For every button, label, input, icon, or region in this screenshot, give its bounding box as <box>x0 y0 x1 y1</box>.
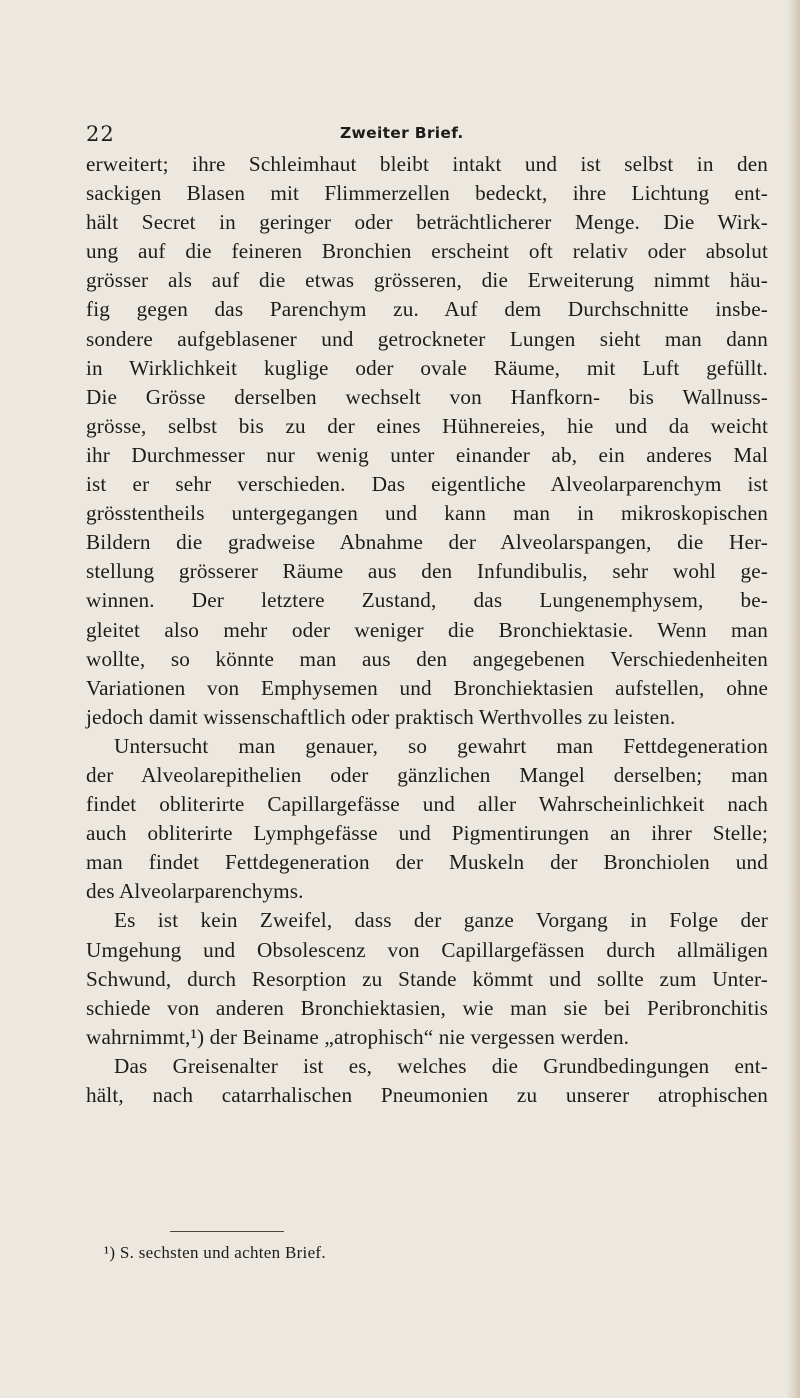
text-line: grösse, selbst bis zu der eines Hühnereies, hie und da weicht <box>86 413 768 438</box>
text-line: grösstentheils untergegangen und kann man in mikroskopischen <box>86 501 768 526</box>
page-edge-shadow <box>786 0 800 1398</box>
text-line: sackigen Blasen mit Flimmerzellen bedeckt, ihre Lichtung ent- <box>86 181 768 206</box>
text-line: schiede von anderen Bronchiektasien, wie man sie bei Peribronchitis <box>86 995 768 1020</box>
text-line: Schwund, durch Resorption zu Stande kömmt und sollte zum Unter- <box>86 966 768 991</box>
text-line: wollte, so könnte man aus den angegebenen Verschiedenheiten <box>86 646 768 671</box>
body-text <box>86 150 768 1110</box>
text-line: Das Greisenalter ist es, welches die Grundbedingungen ent- <box>114 1053 768 1078</box>
text-line: ihr Durchmesser nur wenig unter einander ab, ein anderes Mal <box>86 442 768 467</box>
text-line: Bildern die gradweise Abnahme der Alveolarspangen, die Her- <box>86 530 768 555</box>
footnote-divider <box>170 1231 284 1232</box>
text-line: gleitet also mehr oder weniger die Bronchiektasie. Wenn man <box>86 617 768 642</box>
text-line: jedoch damit wissenschaftlich oder praktisch Werthvolles zu leisten. <box>86 704 676 729</box>
text-line: Die Grösse derselben wechselt von Hanfkorn- bis Wallnuss- <box>86 384 768 409</box>
text-line: ist er sehr verschieden. Das eigentliche Alveolarparenchym ist <box>86 472 768 497</box>
text-line: stellung grösserer Räume aus den Infundibulis, sehr wohl ge- <box>86 559 768 584</box>
text-line: ung auf die feineren Bronchien erscheint oft relativ oder absolut <box>86 239 768 264</box>
page-number: 22 <box>86 122 115 146</box>
text-line: Umgehung und Obsolescenz von Capillargefässen durch allmäligen <box>86 937 768 962</box>
text-line: fig gegen das Parenchym zu. Auf dem Durchschnitte insbe- <box>86 297 768 322</box>
footnote: ¹) S. sechsten und achten Brief. <box>104 1243 326 1262</box>
text-line: der Alveolarepithelien oder gänzlichen Mangel derselben; man <box>86 762 768 787</box>
text-line: auch obliterirte Lymphgefässe und Pigmentirungen an ihrer Stelle; <box>86 821 768 846</box>
text-line: wahrnimmt,¹) der Beiname „atrophisch“ nie vergessen werden. <box>86 1024 630 1049</box>
text-line: sondere aufgeblasener und getrockneter Lungen sieht man dann <box>86 326 768 351</box>
text-line: hält Secret in geringer oder beträchtlicherer Menge. Die Wirk- <box>86 210 768 235</box>
page-header <box>86 122 766 152</box>
text-line: winnen. Der letztere Zustand, das Lungenemphysem, be- <box>86 588 768 613</box>
text-line: hält, nach catarrhalischen Pneumonien zu unserer atrophischen <box>86 1083 768 1107</box>
text-line: grösser als auf die etwas grösseren, die Erweiterung nimmt häu- <box>86 268 768 293</box>
text-line: findet obliterirte Capillargefässe und aller Wahrscheinlichkeit nach <box>86 792 768 817</box>
text-line: in Wirklichkeit kuglige oder ovale Räume, mit Luft gefüllt. <box>86 355 768 380</box>
text-line: Variationen von Emphysemen und Bronchiektasien aufstellen, ohne <box>86 675 768 700</box>
text-line: Es ist kein Zweifel, dass der ganze Vorgang in Folge der <box>114 908 768 933</box>
running-head: Zweiter Brief. <box>340 124 464 142</box>
text-line: erweitert; ihre Schleimhaut bleibt intakt und ist selbst in den <box>86 152 768 176</box>
text-line: Untersucht man genauer, so gewahrt man Fettdegeneration <box>114 733 768 758</box>
text-line: man findet Fettdegeneration der Muskeln der Bronchiolen und <box>86 850 768 875</box>
text-line: des Alveolarparenchyms. <box>86 879 304 904</box>
